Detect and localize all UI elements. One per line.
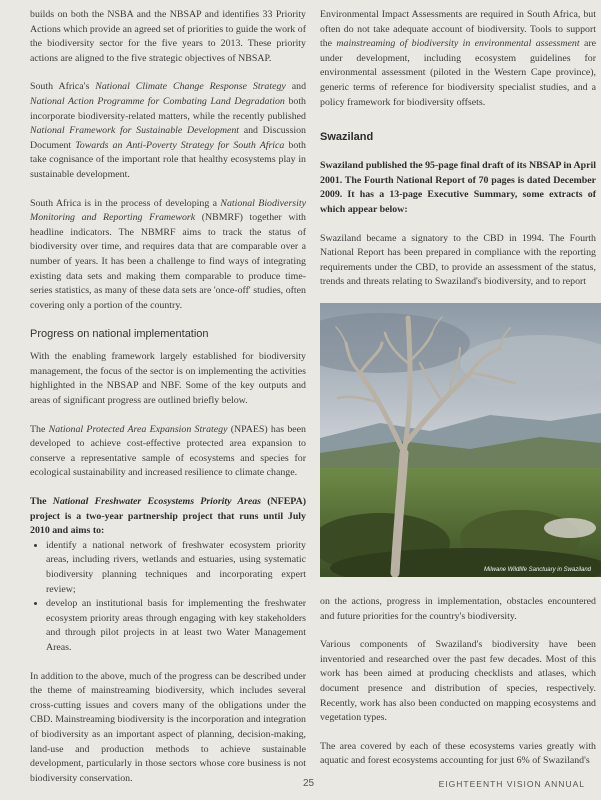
- nfepa-aims-list: [30, 539, 306, 656]
- section-heading-swaziland: Swaziland: [320, 131, 374, 144]
- left-column: [30, 8, 306, 786]
- section-heading-progress: Progress on national implementation: [30, 328, 209, 341]
- left-paragraph-7: In addition to the above, much of the progress can be described under the theme of mainstreaming biodiversity, which includes several cross-cutting issues and covers many of the obligations under the CBD. Mainstreaming biodiversity is the incorporation and integration of biodiversity as an important aspect of planning, decision-making, land-use and production methods to achieve sustainable development, particularly in those sectors whose core business is not biodiversity conservation.: [30, 670, 306, 784]
- right-column-top: [320, 8, 596, 290]
- tree-photo: [320, 303, 601, 577]
- list-item: • identify a national network of freshwater ecosystem priority areas, including rivers, wetlands and estuaries, using systematic biodiversity planning techniques and incorporating expert review;: [46, 539, 306, 597]
- left-paragraph-5: The National Protected Area Expansion Strategy (NPAES) has been developed to achieve cost-effective protected area expansion to conserve a representative sample of ecosystems and species for ecological sustainability and increased resilience to climate change.: [30, 423, 306, 479]
- swaziland-intro: Swaziland published the 95-page final draft of its NBSAP in April 2001. The Fourth National Report of 70 pages is dated December 2009. It has a 13-page Executive Summary, some extracts of which appear below:: [320, 160, 596, 215]
- right-paragraph-3: on the actions, progress in implementation, obstacles encountered and future priorities for the country's biodiversity.: [320, 596, 596, 622]
- landscape-illustration: [320, 303, 601, 577]
- left-paragraph-2: South Africa's National Climate Change Response Strategy and National Action Programme for Combating Land Degradation both incorporate biodiversity-related matters, while the recently published National Framework for Sustainable Development and Discussion Document Towards an Anti-Poverty Strategy for South Africa both take cognisance of the important role that healthy ecosystems play in sustainable development.: [30, 81, 307, 180]
- left-paragraph-6: The National Freshwater Ecosystems Priority Areas (NFEPA) project is a two-year partnership project that runs until July 2010 and aims to:: [30, 496, 306, 537]
- right-paragraph-1: Environmental Impact Assessments are required in South Africa, but often do not take adequate account of biodiversity. Tools to support the mainstreaming of biodiversity in environmental assessment are under development, including ecosystem guidelines for environmental assessment (piloted in the Western Cape province), generic terms of reference for biodiversity specialist studies, and a policy framework for biodiversity offsets.: [320, 9, 596, 108]
- page-number: 25: [303, 778, 315, 789]
- right-paragraph-5: The area covered by each of these ecosystems varies greatly with aquatic and forest ecosystems accounting for just 6% of Swaziland's: [320, 740, 596, 767]
- left-paragraph-4: With the enabling framework largely established for biodiversity management, the focus of the sector is on implementing the activities highlighted in the NBSAP and NBF. Some of the key outputs and areas of significant progress are outlined briefly below.: [30, 351, 306, 407]
- right-paragraph-4: Various components of Swaziland's biodiversity have been inventoried and researched over the past few decades. Most of this work has been aimed at producing checklists and atlases, which document presence and distribution of species, respectively. Recently, work has also been conducted on mapping ecosystems and vegetation types.: [320, 639, 596, 724]
- left-paragraph-1: builds on both the NSBA and the NBSAP and identifies 33 Priority Actions which provide an agreed set of priorities to guide the work of the biodiversity sector for the five years to 2013. These priority actions are aligned to the five strategic objectives of NBSAP.: [30, 9, 306, 64]
- right-column-bottom: [320, 595, 596, 769]
- right-paragraph-2: Swaziland became a signatory to the CBD in 1994. The Fourth National Report has been prepared in compliance with the reporting requirements under the CBD, to provide an assessment of the status, trends and threats relating to Swaziland's biodiversity, and to report: [320, 232, 596, 288]
- photo-caption: Milwane Wildlife Sanctuary in Swaziland: [484, 567, 591, 573]
- list-item: • develop an institutional basis for implementing the freshwater ecosystem priority areas through engaging with key stakeholders and through pilot projects in at least two Water Management Areas.: [46, 597, 306, 655]
- publication-title: EIGHTEENTH VISION ANNUAL: [438, 779, 585, 789]
- left-paragraph-3: South Africa is in the process of developing a National Biodiversity Monitoring and Reporting Framework (NBMRF) together with headline indicators. The NBMRF aims to track the status of biodiversity over time, and requires data that are comparable over a number of years. It has been a challenge to find ways of integrating existing data sets and making them comparable to produce time-series statistics, as many of these data sets are 'once-off' studies, often covering only a portion of the country.: [30, 197, 306, 311]
